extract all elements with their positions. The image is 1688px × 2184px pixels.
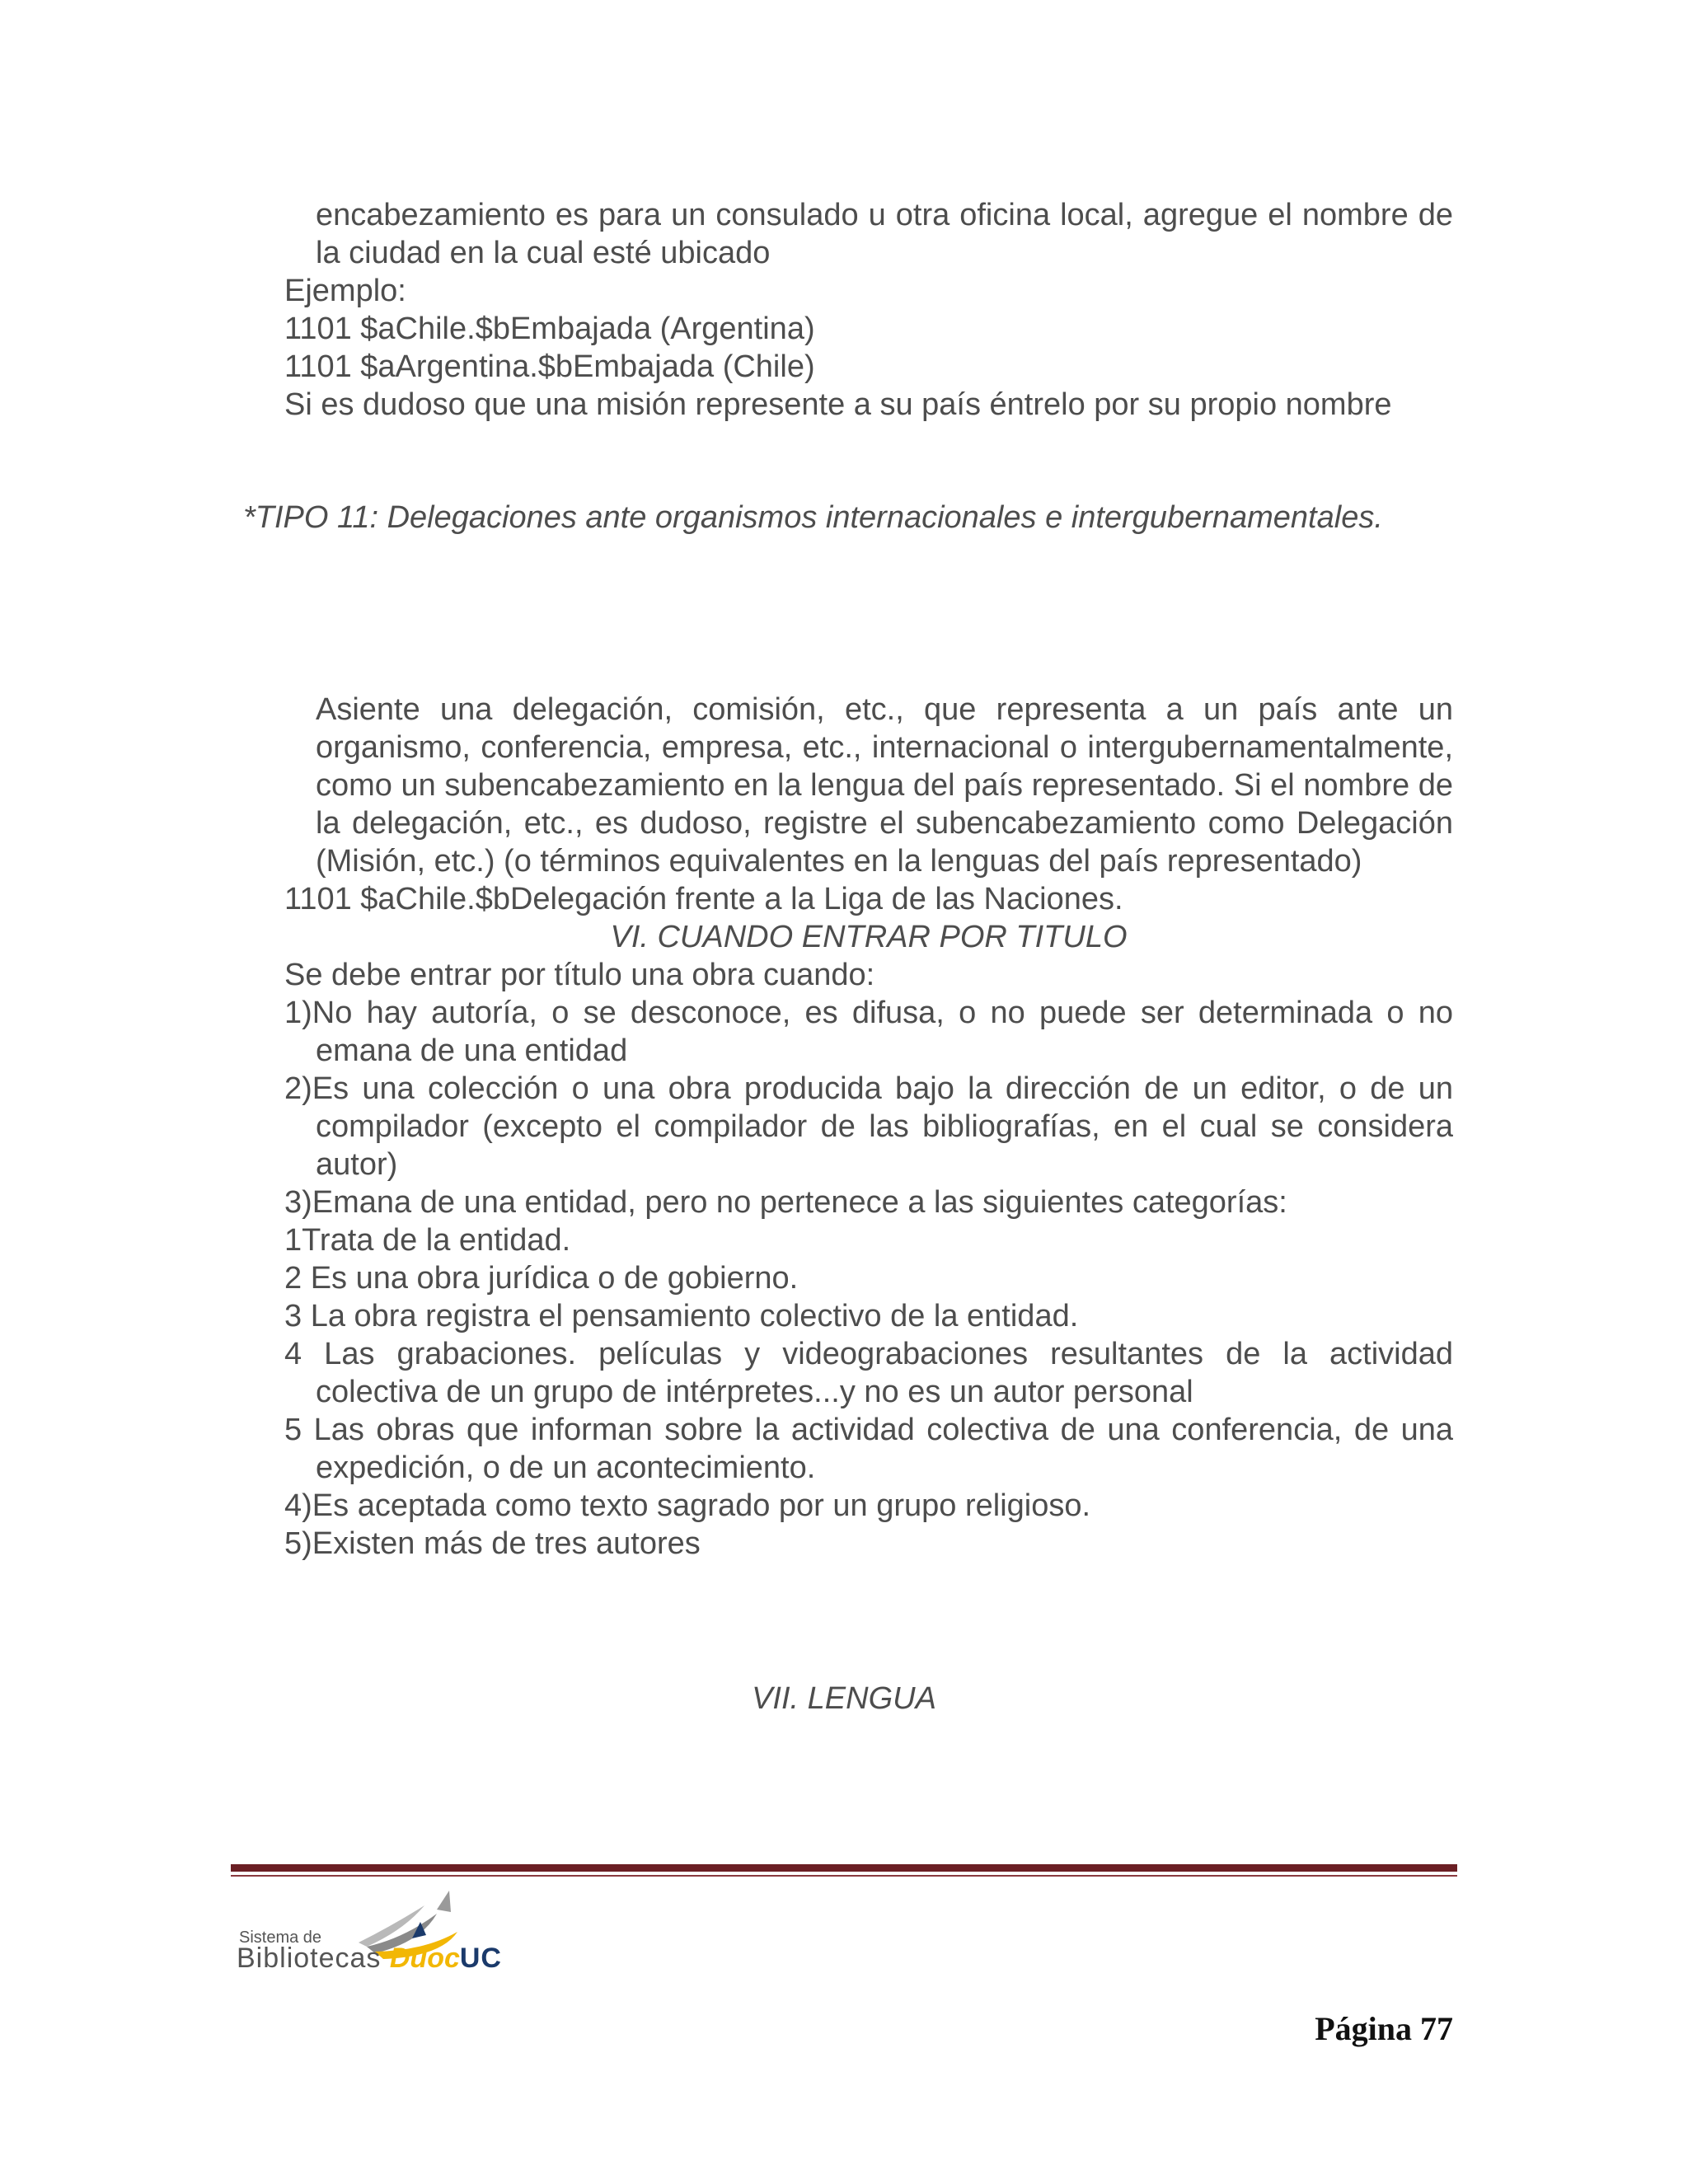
list-item: 1)No hay autoría, o se desconoce, es difusa, o no puede ser determinada o no emana de una entidad: [284, 996, 1453, 1068]
list-item: 5 Las obras que informan sobre la actividad colectiva de una conferencia, de una expedición, o de un acontecimiento.: [284, 1413, 1453, 1485]
example-line-1: 1101 $aChile.$bEmbajada (Argentina): [284, 312, 815, 346]
list-item: 2 Es una obra jurídica o de gobierno.: [284, 1261, 799, 1296]
logo-bibliotecas: Bibliotecas: [237, 1943, 382, 1974]
middle-block: [284, 691, 1453, 1563]
list-item: 3 La obra registra el pensamiento colectivo de la entidad.: [284, 1299, 1079, 1333]
section7-heading: VII. LENGUA: [752, 1681, 936, 1716]
list-item: 1Trata de la entidad.: [284, 1223, 571, 1258]
ejemplo-label: Ejemplo:: [284, 274, 406, 308]
mision-note: Si es dudoso que una misión represente a su país éntrelo por su propio nombre: [284, 387, 1392, 422]
footer-rule-thin: [231, 1875, 1457, 1877]
delegacion-example: 1101 $aChile.$bDelegación frente a la Liga de las Naciones.: [284, 882, 1123, 916]
footer-rule-thick: [231, 1864, 1457, 1872]
list-item: 4)Es aceptada como texto sagrado por un grupo religioso.: [284, 1488, 1091, 1523]
list-item: 5)Existen más de tres autores: [284, 1526, 701, 1561]
logo-duoc: Duoc: [389, 1943, 460, 1974]
delegacion-paragraph: Asiente una delegación, comisión, etc., que representa a un país ante un organismo, conferencia, empresa, etc., internacional o intergubernamentalmente, como un subencabezamiento en la lengua del país representado. Si el nombre de la delegación, etc., es dudoso, registre el subencabezamiento como Delegación (Misión, etc.) (o términos equivalentes en la lenguas del país representado): [316, 692, 1453, 879]
logo-line1: Sistema de: [239, 1929, 322, 1947]
continuation-paragraph: encabezamiento es para un consulado u otra oficina local, agregue el nombre de la ciudad en la cual esté ubicado: [316, 198, 1453, 270]
list-item: 3)Emana de una entidad, pero no pertenece a las siguientes categorías:: [284, 1185, 1287, 1220]
section6-intro: Se debe entrar por título una obra cuando:: [284, 958, 875, 992]
logo-line2: [237, 1943, 502, 1973]
list-item: 2)Es una colección o una obra producida bajo la dirección de un editor, o de un compilador (excepto el compilador de las bibliografías, en el cual se considera autor): [284, 1071, 1453, 1182]
section6-heading: VI. CUANDO ENTRAR POR TITULO: [610, 920, 1128, 954]
example-line-2: 1101 $aArgentina.$bEmbajada (Chile): [284, 349, 815, 384]
top-block: [284, 196, 1453, 424]
tipo11-heading: *TIPO 11: Delegaciones ante organismos internacionales e intergubernamentales.: [243, 500, 1383, 535]
biblioteca-logo: [235, 1881, 581, 1974]
list-item: 4 Las grabaciones. películas y videograbaciones resultantes de la actividad colectiva de un grupo de intérpretes...y no es un autor personal: [284, 1337, 1453, 1409]
logo-uc: UC: [459, 1943, 502, 1974]
page-number: Página 77: [1315, 2010, 1453, 2047]
